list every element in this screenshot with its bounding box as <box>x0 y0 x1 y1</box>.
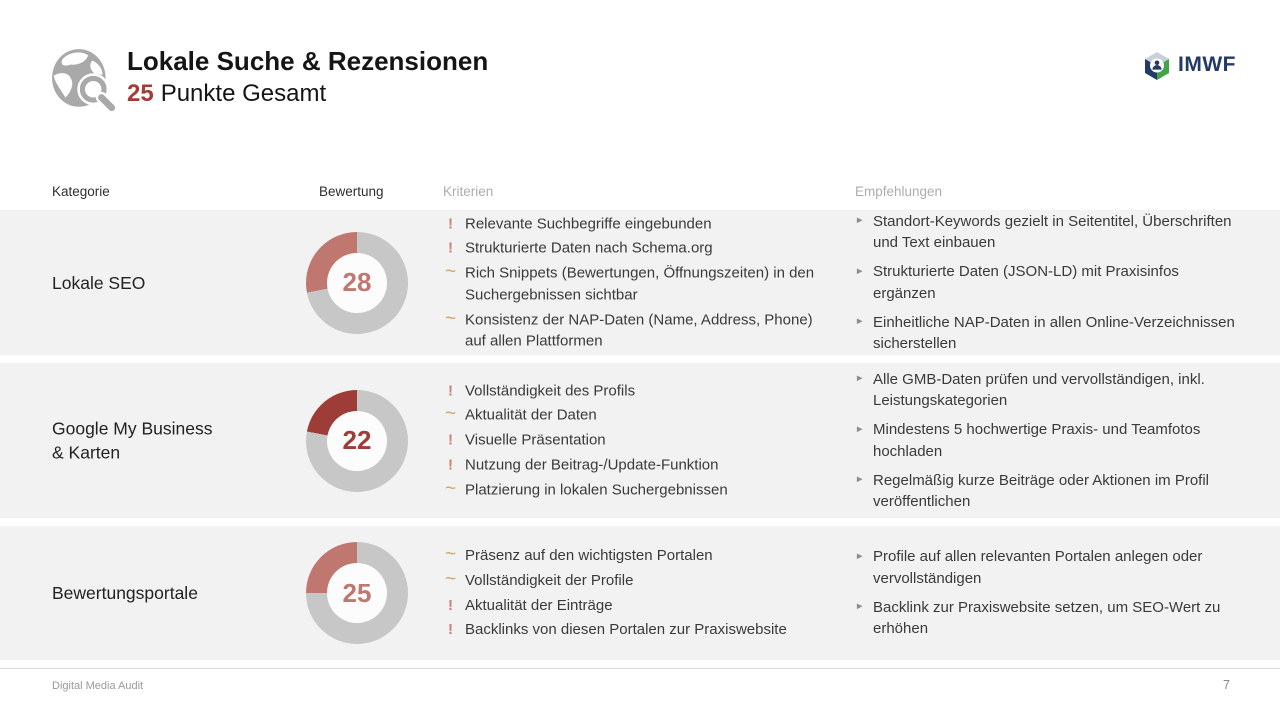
arrow-right-icon: ► <box>855 265 865 277</box>
imwf-logo <box>1142 50 1236 80</box>
score-donut <box>306 542 408 644</box>
priority-medium-icon: ~ <box>444 261 457 283</box>
priority-medium-icon: ~ <box>444 403 457 425</box>
criteria-text: Konsistenz der NAP-Daten (Name, Address, Phone) auf allen Plattformen <box>465 310 813 350</box>
criteria-text: Relevante Suchbegriffe eingebunden <box>465 214 712 232</box>
column-header-kriterien: Kriterien <box>443 184 494 199</box>
criteria-text: Nutzung der Beitrag-/Update-Funktion <box>465 456 719 474</box>
arrow-right-icon: ► <box>855 423 865 435</box>
criteria-text: Vollständigkeit des Profils <box>465 382 636 400</box>
priority-medium-icon: ~ <box>444 307 457 329</box>
title-block <box>127 44 488 110</box>
criteria-item <box>443 570 835 592</box>
priority-medium-icon: ~ <box>444 568 457 590</box>
footer-divider <box>0 668 1280 669</box>
criteria-list <box>443 545 835 641</box>
criteria-item <box>443 619 835 641</box>
imwf-cube-icon <box>1142 50 1172 80</box>
score-value: 22 <box>342 425 372 455</box>
priority-medium-icon: ~ <box>444 544 457 565</box>
criteria-text: Strukturierte Daten nach Schema.org <box>465 239 713 257</box>
recommendation-text: Regelmäßig kurze Beiträge oder Aktionen im Profil veröffentlichen <box>873 471 1209 510</box>
criteria-text: Backlinks von diesen Portalen zur Praxiswebsite <box>465 621 787 639</box>
page-subtitle <box>127 78 488 110</box>
category-label: Google My Business & Karten <box>52 418 213 463</box>
criteria-text: Vollständigkeit der Profile <box>465 571 634 589</box>
arrow-right-icon: ► <box>855 550 865 562</box>
criteria-item <box>443 380 835 402</box>
arrow-right-icon: ► <box>855 315 865 327</box>
priority-high-icon: ! <box>448 431 453 449</box>
criteria-text: Präsenz auf den wichtigsten Portalen <box>465 547 713 564</box>
recommendation-item <box>855 546 1235 590</box>
category-label: Lokale SEO <box>52 272 146 293</box>
criteria-item <box>443 479 835 501</box>
recommendation-text: Einheitliche NAP-Daten in allen Online-Verzeichnissen sicherstellen <box>873 313 1235 352</box>
priority-medium-icon: ~ <box>444 478 457 500</box>
recommendation-item <box>855 597 1235 641</box>
column-header-bewertung: Bewertung <box>319 184 384 199</box>
table-row <box>0 363 1280 518</box>
criteria-text: Platzierung in lokalen Suchergebnissen <box>465 481 728 499</box>
table-rows <box>0 210 1280 660</box>
arrow-right-icon: ► <box>855 214 865 226</box>
criteria-list <box>443 380 835 501</box>
recommendations-list <box>855 546 1235 640</box>
criteria-text: Aktualität der Daten <box>465 406 597 424</box>
recommendation-item <box>855 469 1235 513</box>
recommendation-item <box>855 210 1235 254</box>
arrow-right-icon: ► <box>855 473 865 485</box>
criteria-item <box>443 545 835 567</box>
recommendations-list <box>855 368 1235 513</box>
recommendation-text: Alle GMB-Daten prüfen und vervollständigen, inkl. Leistungskategorien <box>873 370 1205 409</box>
total-points: 25 <box>127 80 154 108</box>
criteria-item <box>443 213 835 235</box>
subtitle-text: Punkte Gesamt <box>160 80 327 108</box>
priority-high-icon: ! <box>448 214 453 232</box>
criteria-text: Aktualität der Einträge <box>465 596 613 614</box>
priority-high-icon: ! <box>448 596 453 614</box>
recommendation-text: Standort-Keywords gezielt in Seitentitel, Überschriften und Text einbauen <box>873 212 1232 251</box>
table-row <box>0 210 1280 355</box>
criteria-item <box>443 430 835 452</box>
criteria-item <box>443 405 835 427</box>
arrow-right-icon: ► <box>855 372 865 384</box>
score-donut-ring <box>306 232 408 334</box>
arrow-right-icon: ► <box>855 601 865 612</box>
recommendations-list <box>855 210 1235 355</box>
criteria-text: Rich Snippets (Bewertungen, Öffnungszeiten) in den Suchergebnissen sichtbar <box>465 264 815 303</box>
footer-label: Digital Media Audit <box>52 680 144 692</box>
score-value: 25 <box>342 577 372 608</box>
priority-high-icon: ! <box>448 456 453 474</box>
recommendation-item <box>855 368 1235 412</box>
column-header-empfehlungen: Empfehlungen <box>855 184 943 199</box>
criteria-item <box>443 309 835 353</box>
priority-high-icon: ! <box>448 382 453 400</box>
score-value: 28 <box>342 267 372 297</box>
page-number: 7 <box>1223 678 1230 692</box>
criteria-item <box>443 454 835 476</box>
criteria-list <box>443 213 835 353</box>
column-header-kategorie: Kategorie <box>52 184 110 199</box>
score-donut-ring <box>306 542 408 644</box>
table-row <box>0 526 1280 660</box>
criteria-item <box>443 595 835 617</box>
logo-text: IMWF <box>1178 53 1236 76</box>
recommendation-text: Strukturierte Daten (JSON-LD) mit Praxisinfos ergänzen <box>873 262 1179 302</box>
globe-search-icon <box>50 45 120 115</box>
priority-high-icon: ! <box>448 621 453 639</box>
recommendation-text: Profile auf allen relevanten Portalen anlegen oder vervollständigen <box>873 548 1203 587</box>
recommendation-item <box>855 311 1235 355</box>
recommendation-item <box>855 419 1235 463</box>
criteria-item <box>443 262 835 306</box>
page-title: Lokale Suche & Rezensionen <box>127 46 489 76</box>
criteria-item <box>443 238 835 260</box>
criteria-text: Visuelle Präsentation <box>465 431 606 449</box>
score-donut <box>306 232 408 334</box>
score-donut <box>306 390 408 492</box>
recommendation-text: Mindestens 5 hochwertige Praxis- und Teamfotos hochladen <box>873 420 1201 460</box>
recommendation-item <box>855 261 1235 305</box>
category-label: Bewertungsportale <box>52 582 198 603</box>
recommendation-text: Backlink zur Praxiswebsite setzen, um SEO-Wert zu erhöhen <box>873 598 1221 638</box>
score-donut-ring <box>306 390 408 492</box>
priority-high-icon: ! <box>448 239 453 257</box>
